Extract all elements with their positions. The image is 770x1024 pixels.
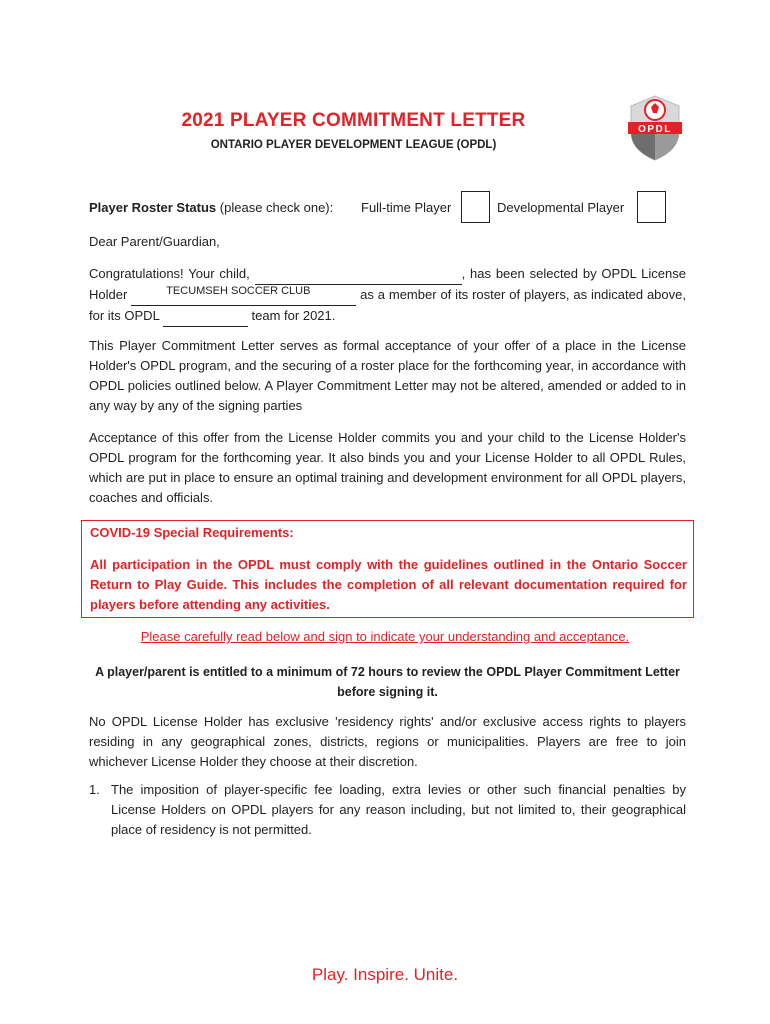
covid-heading: COVID-19 Special Requirements: <box>90 525 294 540</box>
paragraph-serves: This Player Commitment Letter serves as formal acceptance of your offer of a place in the License Holder's OPDL program, and the securing of a roster place for the forthcoming year, in accordance with OPDL policies outlined below. A Player Commitment Letter may not be altered, amended or added to in any way by any of the signing parties <box>89 338 686 413</box>
paragraph-acceptance: Acceptance of this offer from the License Holder commits you and your child to the License Holder's OPDL program for the forthcoming year. It also binds you and your License Holder to all OPDL Rules, which are put in place to ensure an optimal training and development environment for all OPDL players, coaches and officials. <box>89 430 686 505</box>
greeting: Dear Parent/Guardian, <box>89 234 220 249</box>
congrats-paragraph: Congratulations! Your child, , has been selected by OPDL License Holder TECUMSEH SOCCER CLUB as a member of its roster of players, as indicated above, for its OPDL team for 2021. <box>89 264 686 327</box>
license-holder-field[interactable] <box>131 285 356 306</box>
fulltime-player-checkbox[interactable] <box>461 191 490 223</box>
opdl-logo <box>625 92 685 162</box>
developmental-player-checkbox[interactable] <box>637 191 666 223</box>
covid-body: All participation in the OPDL must comply with the guidelines outlined in the Ontario Soccer Return to Play Guide. This includes the completion of all relevant documentation required for players before attending any activities. <box>90 557 687 612</box>
covid-requirements-box <box>81 520 694 618</box>
footer-tagline: Play. Inspire. Unite. <box>311 965 459 984</box>
review-period-note: A player/parent is entitled to a minimum of 72 hours to review the OPDL Player Commitment Letter before signing it. <box>95 665 680 699</box>
paragraph-residency: No OPDL License Holder has exclusive 'residency rights' and/or exclusive access rights to players residing in any geographical zones, districts, regions or municipalities. Players are free to join whichever License Holder they choose at their discretion. <box>89 714 686 769</box>
roster-status-label: Player Roster Status (please check one): <box>89 200 334 215</box>
read-and-sign-notice: Please carefully read below and sign to indicate your understanding and acceptance. <box>140 629 630 644</box>
page-title: 2021 PLAYER COMMITMENT LETTER <box>181 110 526 131</box>
team-field[interactable] <box>163 306 248 327</box>
page-subtitle: ONTARIO PLAYER DEVELOPMENT LEAGUE (OPDL) <box>210 139 497 151</box>
developmental-player-label: Developmental Player <box>497 200 625 215</box>
list-text: The imposition of player-specific fee loading, extra levies or other such financial penalties by License Holders on OPDL players for any reason including, but not limited to, their geographical place of residency is not permitted. <box>111 782 686 837</box>
logo-text: OPDL <box>638 124 672 135</box>
fulltime-player-label: Full-time Player <box>361 200 452 215</box>
license-holder-value: TECUMSEH SOCCER CLUB <box>166 285 311 297</box>
list-number: 1. <box>89 782 100 797</box>
